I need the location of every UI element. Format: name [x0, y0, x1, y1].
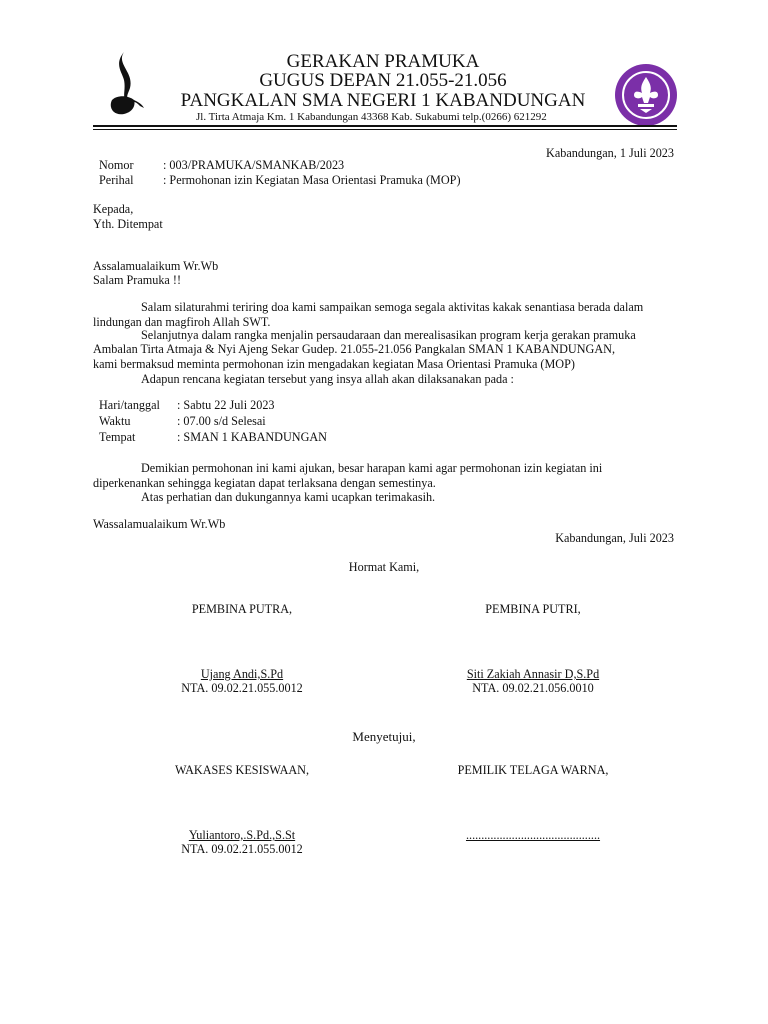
recipient-line1: Kepada,	[93, 202, 134, 216]
closing-line3: Atas perhatian dan dukungannya kami ucapkan terimakasih.	[141, 490, 436, 504]
letter-date: Kabandungan, 1 Juli 2023	[546, 146, 674, 160]
schedule-label-0: Hari/tanggal	[99, 398, 160, 412]
pembina-putra-nta: NTA. 09.02.21.055.0012	[181, 681, 303, 695]
schedule-label-1: Waktu	[99, 414, 131, 428]
nomor-label: Nomor	[99, 158, 134, 172]
wakases-role: WAKASES KESISWAAN,	[174, 763, 310, 777]
greeting-line2: Salam Pramuka !!	[93, 273, 181, 287]
pemilik-telaga-name: ............................................	[465, 828, 601, 842]
signature-date: Kabandungan, Juli 2023	[555, 531, 674, 545]
schedule-label-2: Tempat	[99, 430, 136, 444]
wakases-nta: NTA. 09.02.21.055.0012	[181, 842, 303, 856]
body-p1-line1: Salam silaturahmi teriring doa kami sampaikan semoga segala aktivitas kakak senantiasa berada dalam	[141, 300, 644, 314]
scout-emblem-icon	[614, 63, 678, 127]
perihal-label: Perihal	[99, 173, 134, 187]
perihal-value: : Permohonan izin Kegiatan Masa Orientasi Pramuka (MOP)	[163, 173, 461, 187]
pemilik-telaga-role: PEMILIK TELAGA WARNA,	[457, 763, 609, 777]
org-name: GERAKAN PRAMUKA	[286, 51, 480, 72]
hormat-kami: Hormat Kami,	[348, 560, 420, 574]
nomor-value: : 003/PRAMUKA/SMANKAB/2023	[163, 158, 345, 172]
pembina-putri-name: Siti Zakiah Annasir D,S.Pd	[466, 667, 600, 681]
body-p2-line3: kami bermaksud meminta permohonan izin mengadakan kegiatan Masa Orientasi Pramuka (MOP)	[93, 357, 575, 371]
greeting-line1: Assalamualaikum Wr.Wb	[93, 259, 219, 273]
pembina-putra-role: PEMBINA PUTRA,	[191, 602, 293, 616]
closing-line2: diperkenankan sehingga kegiatan dapat terlaksana dengan semestinya.	[93, 476, 436, 490]
header-rule-thin	[93, 129, 677, 130]
gugus-depan: GUGUS DEPAN 21.055-21.056	[259, 70, 507, 91]
menyetujui: Menyetujui,	[352, 729, 416, 744]
body-p2-line1: Selanjutnya dalam rangka menjalin persaudaraan dan merealisasikan program kerja gerakan pramuka	[141, 328, 636, 342]
closing-line1: Demikian permohonan ini kami ajukan, besar harapan kami agar permohonan izin kegiatan ini	[141, 461, 603, 475]
body-p2-line2: Ambalan Tirta Atmaja & Nyi Ajeng Sekar Gudep. 21.055-21.056 Pangkalan SMAN 1 KABANDUNGAN,	[93, 342, 615, 356]
pembina-putra-name: Ujang Andi,S.Pd	[200, 667, 284, 681]
body-p3: Adapun rencana kegiatan tersebut yang insya allah akan dilaksanakan pada :	[141, 372, 514, 386]
schedule-value-0: : Sabtu 22 Juli 2023	[177, 398, 275, 412]
header-rule-thick	[93, 125, 677, 127]
closing-salam: Wassalamualaikum Wr.Wb	[93, 517, 226, 531]
schedule-value-2: : SMAN 1 KABANDUNGAN	[177, 430, 327, 444]
pembina-putri-nta: NTA. 09.02.21.056.0010	[472, 681, 594, 695]
header-address: Jl. Tirta Atmaja Km. 1 Kabandungan 43368 Kab. Sukabumi telp.(0266) 621292	[196, 111, 547, 123]
schedule-value-1: : 07.00 s/d Selesai	[177, 414, 266, 428]
wakases-name: Yuliantoro,.S.Pd.,S.St	[188, 828, 296, 842]
body-p1-line2: lindungan dan magfiroh Allah SWT.	[93, 315, 271, 329]
pangkalan: PANGKALAN SMA NEGERI 1 KABANDUNGAN	[180, 90, 586, 111]
pembina-putri-role: PEMBINA PUTRI,	[485, 602, 581, 616]
recipient-line2: Yth. Ditempat	[93, 217, 163, 231]
